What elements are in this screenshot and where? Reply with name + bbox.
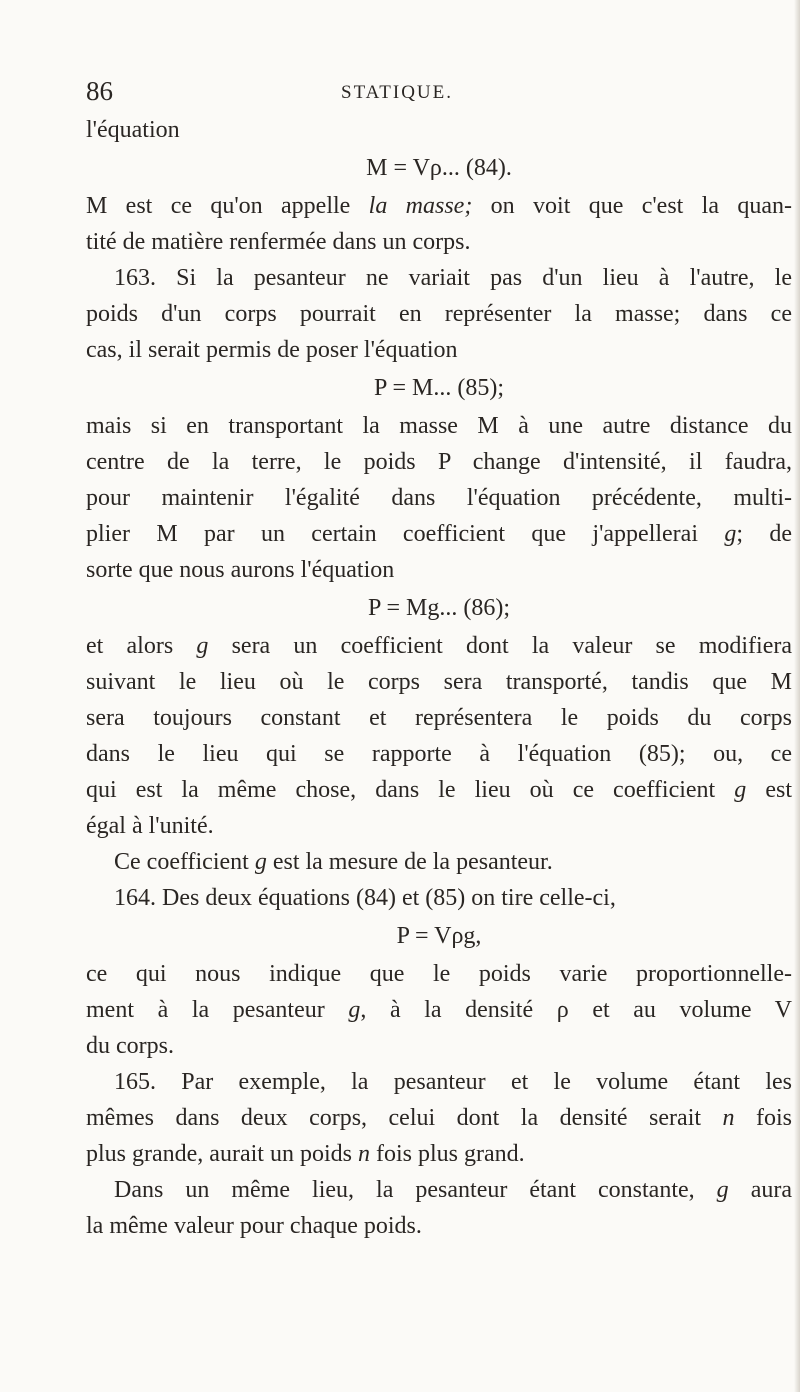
text-line: poids d'un corps pourrait en représenter la masse; dans ce: [86, 301, 792, 327]
equation-84: M = Vρ... (84).: [366, 155, 512, 181]
text-line: dans le lieu qui se rapporte à l'équation (85); ou, ce: [86, 741, 792, 767]
text-line: suivant le lieu où le corps sera transporté, tandis que M: [86, 669, 792, 695]
running-head: STATIQUE.: [341, 82, 453, 103]
equation-164: P = Vρg,: [396, 923, 482, 949]
page-header: [86, 76, 726, 116]
equation-85: P = M... (85);: [374, 375, 504, 401]
text-line: pour maintenir l'égalité dans l'équation précédente, multi-: [86, 485, 792, 511]
equation-86: P = Mg... (86);: [368, 595, 510, 621]
text-line: tité de matière renfermée dans un corps.: [86, 229, 471, 255]
paragraph-164-start: 164. Des deux équations (84) et (85) on tire celle-ci,: [114, 885, 616, 911]
text-line: et alors g sera un coefficient dont la valeur se modifiera: [86, 633, 792, 659]
text-line: cas, il serait permis de poser l'équation: [86, 337, 458, 363]
paragraph-165-start: 165. Par exemple, la pesanteur et le volume étant les: [114, 1069, 792, 1095]
text-line: Ce coefficient g est la mesure de la pesanteur.: [114, 849, 553, 875]
text-line: l'équation: [86, 117, 180, 143]
text-line: la même valeur pour chaque poids.: [86, 1213, 422, 1239]
text-line: qui est la même chose, dans le lieu où ce coefficient g est: [86, 777, 792, 803]
body-text: [86, 112, 792, 1244]
text-line: sera toujours constant et représentera le poids du corps: [86, 705, 792, 731]
text-line: plus grande, aurait un poids n fois plus grand.: [86, 1141, 525, 1167]
text-line: égal à l'unité.: [86, 813, 214, 839]
text-line: sorte que nous aurons l'équation: [86, 557, 395, 583]
page-edge-shadow: [794, 0, 800, 1392]
text-line: M est ce qu'on appelle la masse; on voit que c'est la quan-: [86, 193, 792, 219]
text-line: centre de la terre, le poids P change d'intensité, il faudra,: [86, 449, 792, 475]
text-line: du corps.: [86, 1033, 174, 1059]
text-line: plier M par un certain coefficient que j'appellerai g; de: [86, 521, 792, 547]
text-line: ce qui nous indique que le poids varie proportionnelle-: [86, 961, 792, 987]
text-line: ment à la pesanteur g, à la densité ρ et au volume V: [86, 997, 793, 1023]
page-number: 86: [86, 76, 113, 106]
text-line: mais si en transportant la masse M à une autre distance du: [86, 413, 792, 439]
text-line: mêmes dans deux corps, celui dont la densité serait n fois: [86, 1105, 792, 1131]
paragraph-163-start: 163. Si la pesanteur ne variait pas d'un lieu à l'autre, le: [114, 265, 792, 291]
text-line: Dans un même lieu, la pesanteur étant constante, g aura: [114, 1177, 792, 1203]
